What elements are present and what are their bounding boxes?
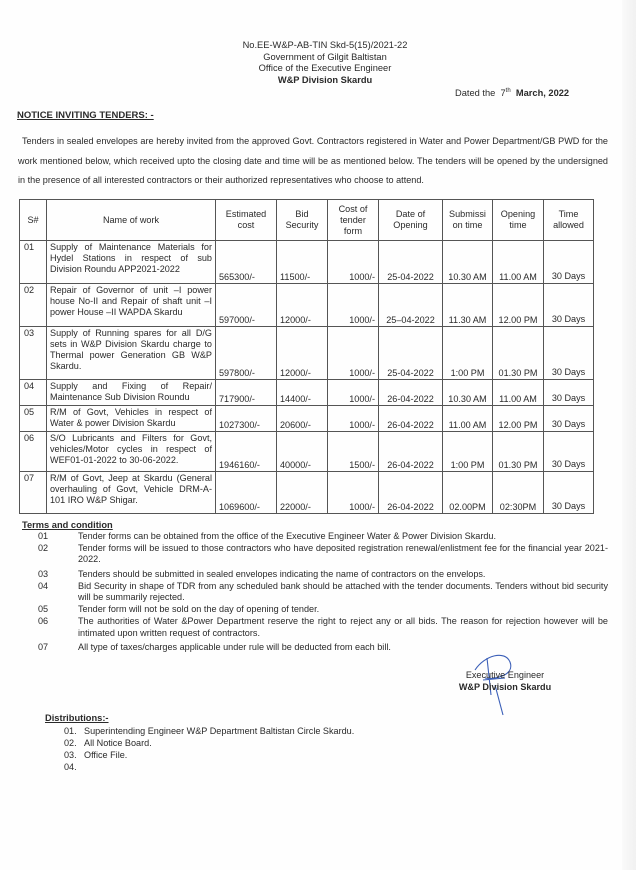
term-text: Tender forms can be obtained from the office of the Executive Engineer Water & Power Division Skardu.: [78, 531, 497, 541]
cell-estimated-cost: 1069600/-: [216, 472, 277, 514]
cell-estimated-cost: 717900/-: [216, 380, 277, 406]
signature-block: [440, 670, 570, 693]
tenders-table: [19, 199, 594, 514]
table-row: [20, 406, 594, 432]
term-item: [38, 543, 608, 565]
cell-tender-form-cost: 1000/-: [328, 284, 379, 327]
cell-name: R/M of Govt, Vehicles in respect of Water & power Division Skardu: [47, 406, 216, 432]
table-row: [20, 472, 594, 514]
distribution-item: [64, 761, 354, 773]
term-text: Bid Security in shape of TDR from any scheduled bank should be attached with the tender documents. Tenders without bid security will be summarily rejected.: [78, 580, 608, 603]
cell-opening-time: 12.00 PM: [493, 284, 544, 327]
cell-bid-security: 11500/-: [277, 241, 328, 284]
cell-name: Repair of Governor of unit –I power house No-II and Repair of shaft unit –I power House –II WAPDA Skardu: [47, 284, 216, 327]
distribution-text: Office File.: [84, 750, 128, 760]
col-header-opening-time: Opening time: [493, 200, 544, 241]
term-number: 07: [38, 641, 49, 652]
signatory-division: W&P Division Skardu: [458, 681, 552, 692]
term-item: [38, 531, 608, 542]
col-header-opening-date: Date of Opening: [379, 200, 443, 241]
cell-bid-security: 20600/-: [277, 406, 328, 432]
date-prefix: Dated the: [455, 88, 496, 99]
cell-time-allowed: 30 Days: [544, 241, 594, 284]
cell-opening-time: 02:30PM: [493, 472, 544, 514]
distribution-number: 02.: [64, 738, 77, 748]
cell-opening-time: 11.00 AM: [493, 380, 544, 406]
terms-list: [38, 531, 608, 654]
date-day-suffix: th: [505, 88, 511, 94]
cell-opening-date: 26-04-2022: [379, 472, 443, 514]
cell-time-allowed: 30 Days: [544, 406, 594, 432]
cell-sn: 01: [20, 241, 47, 284]
term-text: All type of taxes/charges applicable under rule will be deducted from each bill.: [78, 641, 391, 652]
cell-name: Supply and Fixing of Repair/ Maintenance Sub Division Roundu: [47, 380, 216, 406]
cell-opening-date: 25–04-2022: [379, 284, 443, 327]
distribution-number: 04.: [64, 762, 77, 772]
term-item: [38, 604, 608, 615]
intro-text: Tenders in sealed envelopes are hereby invited from the approved Govt. Contractors registered in Water and Power Department/GB PWD for the work mentioned below, which received upto the closing date and time will be as mentioned below. The tenders will be opened by the undersigned in the presence of all interested contractors or their authorized representatives who choose to attend.: [18, 136, 608, 185]
cell-sn: 06: [20, 432, 47, 472]
term-text: Tender forms will be issued to those contractors who have deposited registration renewal/enlistment fee for the financial year 2021-2022.: [78, 543, 608, 565]
cell-tender-form-cost: 1000/-: [328, 380, 379, 406]
date-line: [455, 88, 569, 98]
term-text: Tenders should be submitted in sealed envelopes indicating the name of contractors on the envelops.: [78, 568, 486, 579]
cell-name: S/O Lubricants and Filters for Govt, vehicles/Motor cycles in respect of WEF01-01-2022 to 30-06-2022.: [47, 432, 216, 472]
distribution-item: [64, 725, 354, 737]
date-day: 7: [500, 88, 506, 99]
table-row: [20, 241, 594, 284]
term-number: 01: [38, 531, 49, 541]
cell-estimated-cost: 597000/-: [216, 284, 277, 327]
cell-estimated-cost: 565300/-: [216, 241, 277, 284]
cell-opening-time: 11.00 AM: [493, 241, 544, 284]
col-header-estimated-cost: Estimated cost: [216, 200, 277, 241]
table-row: [20, 432, 594, 472]
cell-name: Supply of Maintenance Materials for Hydel Stations in respect of sub Division Roundu APP2021-2022: [47, 241, 216, 284]
term-item: [38, 616, 608, 638]
cell-tender-form-cost: 1000/-: [328, 472, 379, 514]
cell-bid-security: 14400/-: [277, 380, 328, 406]
office-name: Office of the Executive Engineer: [258, 63, 392, 73]
intro-paragraph: [18, 132, 608, 191]
cell-sn: 05: [20, 406, 47, 432]
cell-name: Supply of Running spares for all D/G sets in W&P Division Skardu charge to Thermal power Generation GB W&P Skardu.: [47, 327, 216, 380]
cell-time-allowed: 30 Days: [544, 284, 594, 327]
cell-opening-time: 01.30 PM: [493, 432, 544, 472]
term-item: [38, 581, 608, 603]
cell-opening-date: 26-04-2022: [379, 406, 443, 432]
cell-tender-form-cost: 1000/-: [328, 241, 379, 284]
cell-submission-time: 02.00PM: [443, 472, 493, 514]
col-header-submission-time: Submissi on time: [443, 200, 493, 241]
cell-tender-form-cost: 1500/-: [328, 432, 379, 472]
cell-submission-time: 10.30 AM: [443, 241, 493, 284]
cell-submission-time: 1:00 PM: [443, 327, 493, 380]
cell-sn: 03: [20, 327, 47, 380]
term-text: The authorities of Water &Power Department reserve the right to reject any or all bids. The reason for rejection however will be intimated upon written request of contractors.: [78, 616, 608, 638]
cell-opening-time: 12.00 PM: [493, 406, 544, 432]
reference-number: No.EE-W&P-AB-TIN Skd-5(15)/2021-22: [242, 40, 408, 50]
cell-submission-time: 11.00 AM: [443, 406, 493, 432]
cell-opening-date: 26-04-2022: [379, 432, 443, 472]
cell-sn: 04: [20, 380, 47, 406]
col-header-sn: S#: [20, 200, 47, 241]
term-text: Tender form will not be sold on the day of opening of tender.: [78, 604, 320, 615]
term-number: 04: [38, 580, 49, 591]
cell-opening-date: 25-04-2022: [379, 241, 443, 284]
col-header-bid-security: Bid Security: [277, 200, 328, 241]
cell-submission-time: 10.30 AM: [443, 380, 493, 406]
col-header-tender-form-cost: Cost of tender form: [328, 200, 379, 241]
signatory-title: Executive Engineer: [465, 670, 545, 680]
col-header-time-allowed: Time allowed: [544, 200, 594, 241]
cell-opening-date: 25-04-2022: [379, 327, 443, 380]
distributions-list: [64, 725, 354, 773]
table-row: [20, 380, 594, 406]
cell-estimated-cost: 1027300/-: [216, 406, 277, 432]
distribution-item: [64, 749, 354, 761]
term-number: 06: [38, 616, 49, 627]
cell-time-allowed: 30 Days: [544, 432, 594, 472]
notice-title: NOTICE INVITING TENDERS: -: [17, 110, 154, 121]
distribution-number: 03.: [64, 750, 77, 760]
page-edge-shadow: [622, 0, 636, 870]
cell-tender-form-cost: 1000/-: [328, 327, 379, 380]
date-month-year: March, 2022: [515, 88, 570, 99]
cell-time-allowed: 30 Days: [544, 327, 594, 380]
table-row: [20, 327, 594, 380]
cell-estimated-cost: 597800/-: [216, 327, 277, 380]
term-item: [38, 569, 608, 580]
cell-tender-form-cost: 1000/-: [328, 406, 379, 432]
cell-bid-security: 12000/-: [277, 327, 328, 380]
cell-opening-date: 26-04-2022: [379, 380, 443, 406]
distribution-item: [64, 737, 354, 749]
cell-submission-time: 11.30 AM: [443, 284, 493, 327]
cell-opening-time: 01.30 PM: [493, 327, 544, 380]
cell-sn: 02: [20, 284, 47, 327]
term-number: 03: [38, 568, 49, 579]
letterhead: [200, 40, 450, 86]
cell-submission-time: 1:00 PM: [443, 432, 493, 472]
distribution-text: All Notice Board.: [84, 738, 152, 748]
cell-bid-security: 22000/-: [277, 472, 328, 514]
cell-estimated-cost: 1946160/-: [216, 432, 277, 472]
cell-bid-security: 12000/-: [277, 284, 328, 327]
col-header-name: Name of work: [47, 200, 216, 241]
cell-time-allowed: 30 Days: [544, 380, 594, 406]
table-row: [20, 284, 594, 327]
distribution-number: 01.: [64, 726, 77, 736]
term-number: 02: [38, 543, 49, 554]
government-name: Government of Gilgit Baltistan: [263, 51, 387, 62]
division-name: W&P Division Skardu: [277, 74, 373, 85]
table-header-row: [20, 200, 594, 241]
cell-sn: 07: [20, 472, 47, 514]
cell-name: R/M of Govt, Jeep at Skardu (General overhauling of Govt, Vehicle DRM-A-101 IRO W&P Shigar.: [47, 472, 216, 514]
distributions-title: Distributions:-: [45, 713, 109, 723]
cell-time-allowed: 30 Days: [544, 472, 594, 514]
terms-title: Terms and condition: [22, 520, 113, 530]
term-number: 05: [38, 604, 49, 615]
distribution-text: Superintending Engineer W&P Department Baltistan Circle Skardu.: [84, 726, 355, 736]
cell-bid-security: 40000/-: [277, 432, 328, 472]
